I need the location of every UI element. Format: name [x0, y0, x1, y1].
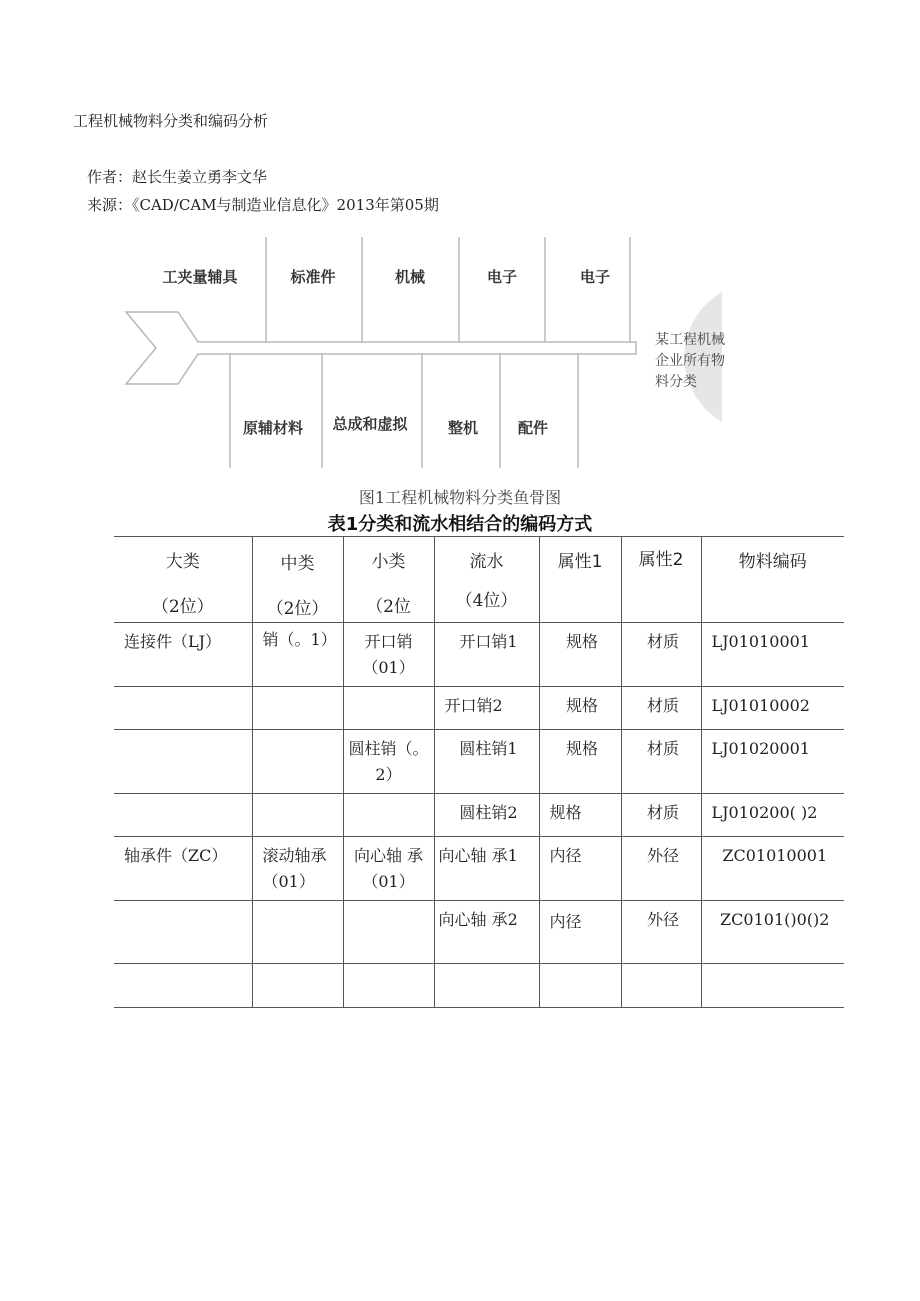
cell-text: 材质: [646, 739, 679, 758]
table-cell: [434, 730, 539, 794]
table-cell: [343, 964, 434, 1008]
cell-text: 内径: [549, 912, 582, 931]
table-cell: [343, 623, 434, 687]
header-label: 大类: [165, 552, 200, 572]
cell-text: [253, 901, 343, 907]
table-row: [114, 901, 844, 964]
cell-text: 内径: [549, 846, 582, 865]
author-line: 作者：赵长生姜立勇李文华: [87, 168, 268, 186]
coding-table: [114, 536, 844, 1008]
table-cell: [621, 964, 701, 1008]
table-cell: [539, 837, 621, 901]
cell-text: 规格: [565, 739, 598, 758]
header-digits: （4位）: [455, 591, 518, 611]
header-attribute-2: [621, 537, 701, 623]
cell-text: LJ01010001: [711, 632, 810, 651]
cell-text: 材质: [646, 696, 679, 715]
cell-text: ZC0101()0()2: [720, 910, 830, 929]
header-label: 中类: [280, 554, 315, 574]
table-cell: [434, 901, 539, 964]
cell-text: [114, 730, 252, 736]
table-cell: [539, 687, 621, 730]
table-row: [114, 687, 844, 730]
cell-text: ZC01010001: [722, 846, 828, 865]
table-title: 表1分类和流水相结合的编码方式: [327, 514, 593, 535]
table-cell: [701, 964, 844, 1008]
cell-text: [114, 901, 252, 907]
cell-text: 规格: [549, 803, 582, 822]
table-row: [114, 730, 844, 794]
cell-text: [540, 964, 621, 970]
cell-text: 规格: [565, 696, 598, 715]
cell-text: 材质: [646, 803, 679, 822]
fishbone-diagram: [118, 232, 728, 472]
table-cell: [114, 837, 252, 901]
header-digits: （2位）: [151, 597, 214, 617]
table-cell: [701, 623, 844, 687]
head-label-line-3: 料分类: [655, 374, 697, 390]
cell-text: 向心轴 承2: [438, 910, 518, 929]
header-material-code: [701, 537, 844, 623]
cell-text: [114, 964, 252, 970]
bone-label-assembly-virtual: 总成和虚拟: [332, 415, 408, 433]
table-cell: [252, 837, 343, 901]
document-title: 工程机械物料分类和编码分析: [73, 112, 269, 130]
source-line: 来源：《CAD/CAM与制造业信息化》2013年第05期: [87, 196, 439, 214]
table-cell: [539, 794, 621, 837]
table-cell: [701, 837, 844, 901]
cell-text: [344, 794, 434, 800]
table-cell: [701, 794, 844, 837]
cell-text: 材质: [646, 632, 679, 651]
table-cell: [434, 794, 539, 837]
cell-text: LJ010200( )2: [711, 803, 818, 822]
bone-label-electronic-2: 电子: [579, 268, 611, 286]
table-cell: [114, 687, 252, 730]
table-cell: [114, 730, 252, 794]
cell-text: [253, 964, 343, 970]
table-cell: [252, 901, 343, 964]
table-row: [114, 964, 844, 1008]
header-label: 流水: [469, 552, 504, 572]
table-cell: [621, 837, 701, 901]
table-cell: [701, 687, 844, 730]
cell-text: [114, 794, 252, 800]
table-cell: [621, 794, 701, 837]
table-cell: [434, 964, 539, 1008]
cell-text: [253, 687, 343, 693]
table-row: [114, 623, 844, 687]
cell-text: [253, 730, 343, 736]
table-cell: [343, 837, 434, 901]
table-cell: [343, 794, 434, 837]
head-label-line-2: 企业所有物: [655, 353, 725, 369]
cell-text: 开口销2: [444, 696, 503, 715]
cell-text: 连接件（LJ）: [124, 632, 222, 651]
table-cell: [539, 901, 621, 964]
bone-label-complete-machine: 整机: [447, 419, 479, 437]
table-cell: [114, 794, 252, 837]
table-cell: [252, 687, 343, 730]
fishbone-spine: [126, 312, 636, 384]
cell-text: [435, 964, 539, 970]
cell-text: 向心轴 承（01）: [353, 846, 424, 891]
table-cell: [621, 687, 701, 730]
cell-text: 开口销1: [459, 632, 518, 651]
table-cell: [539, 730, 621, 794]
table-cell: [252, 623, 343, 687]
table-cell: [114, 623, 252, 687]
bone-label-standard-parts: 标准件: [290, 268, 336, 286]
table-cell: [343, 730, 434, 794]
table-cell: [252, 964, 343, 1008]
cell-text: LJ01010002: [711, 696, 810, 715]
header-serial: [434, 537, 539, 623]
cell-text: 开口销（01）: [362, 632, 415, 677]
cell-text: 滚动轴承（01）: [262, 846, 327, 891]
table-cell: [539, 964, 621, 1008]
table-cell: [701, 901, 844, 964]
table-cell: [701, 730, 844, 794]
cell-text: 圆柱销1: [459, 739, 518, 758]
cell-text: 规格: [565, 632, 598, 651]
cell-text: [622, 964, 701, 970]
table-cell: [621, 730, 701, 794]
header-label: 小类: [371, 552, 406, 572]
bone-label-mechanical: 机械: [394, 268, 426, 286]
table-cell: [343, 901, 434, 964]
header-digits: （2位: [366, 597, 411, 617]
figure-caption: 图1工程机械物料分类鱼骨图: [358, 488, 562, 507]
cell-text: 圆柱销（。2）: [348, 739, 429, 784]
header-label: 属性1: [557, 552, 603, 572]
table-cell: [434, 623, 539, 687]
table-row: [114, 794, 844, 837]
cell-text: [253, 794, 343, 800]
cell-text: LJ01020001: [711, 739, 810, 758]
table-cell: [621, 623, 701, 687]
cell-text: [702, 964, 845, 970]
header-mid-class: [252, 537, 343, 623]
table-cell: [434, 837, 539, 901]
header-minor-class: [343, 537, 434, 623]
cell-text: 销（。1）: [262, 630, 337, 649]
table-cell: [434, 687, 539, 730]
table-row: [114, 837, 844, 901]
cell-text: [114, 687, 252, 693]
bone-label-raw-materials: 原辅材料: [242, 419, 304, 437]
cell-text: 圆柱销2: [459, 803, 518, 822]
head-label-line-1: 某工程机械: [655, 332, 725, 348]
cell-text: 轴承件（ZC）: [124, 846, 228, 865]
bone-label-electronic: 电子: [486, 268, 518, 286]
cell-text: [344, 964, 434, 970]
table-cell: [343, 687, 434, 730]
header-attribute-1: [539, 537, 621, 623]
bone-label-tooling: 工夹量辅具: [162, 268, 238, 286]
table-cell: [114, 964, 252, 1008]
header-label: 物料编码: [738, 552, 807, 572]
table-cell: [621, 901, 701, 964]
header-label: 属性2: [638, 550, 684, 570]
bone-label-accessories: 配件: [517, 419, 549, 437]
cell-text: 外径: [646, 910, 679, 929]
cell-text: 向心轴 承1: [438, 846, 518, 865]
header-digits: （2位）: [266, 599, 329, 619]
cell-text: [344, 687, 434, 693]
header-major-class: [114, 537, 252, 623]
table-cell: [539, 623, 621, 687]
table-cell: [114, 901, 252, 964]
cell-text: 外径: [646, 846, 679, 865]
table-cell: [252, 730, 343, 794]
table-header-row: [114, 537, 844, 623]
cell-text: [344, 901, 434, 907]
table-cell: [252, 794, 343, 837]
